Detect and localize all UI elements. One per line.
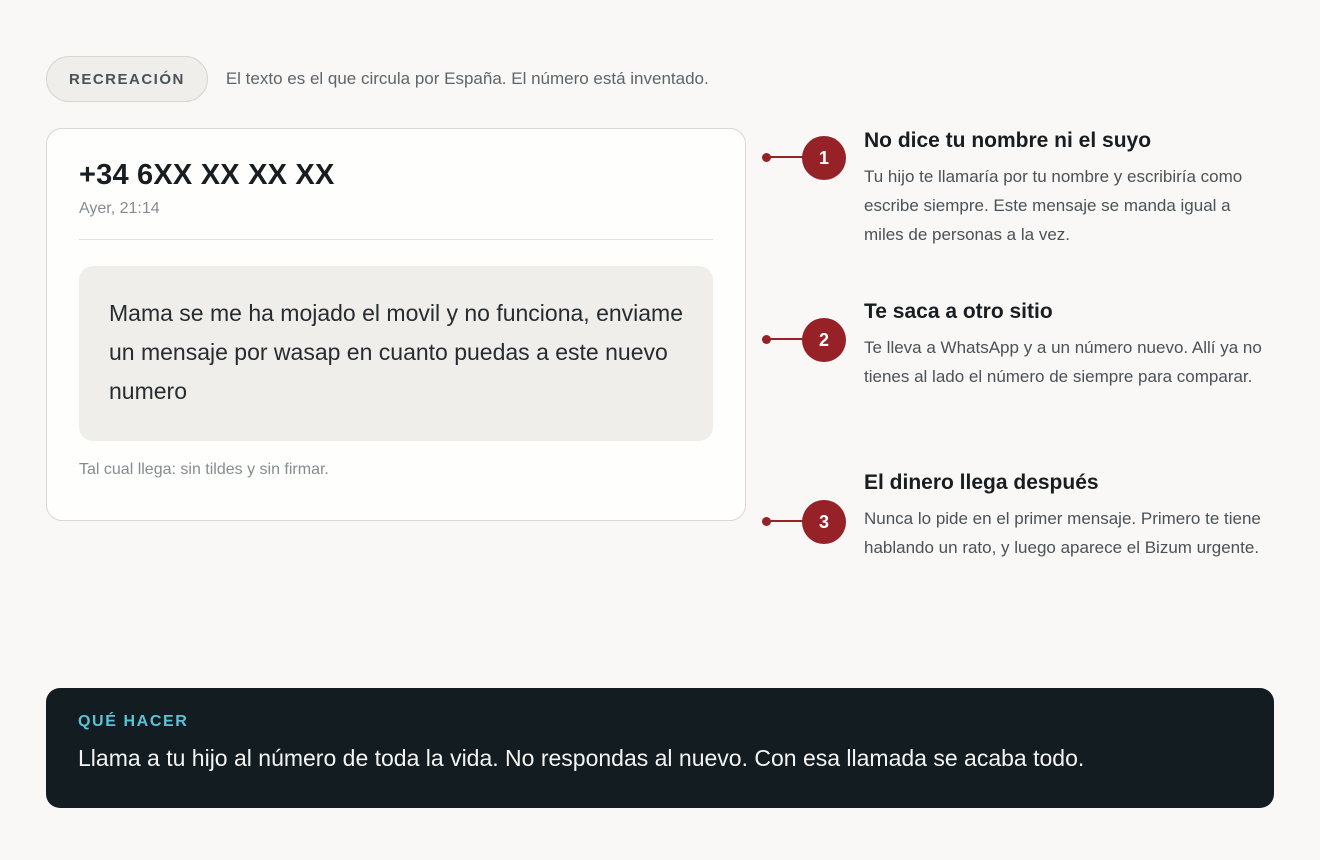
message-caption: Tal cual llega: sin tildes y sin firmar. <box>79 461 329 478</box>
annotation-title: El dinero llega después <box>864 471 1099 494</box>
connector-line <box>768 156 806 158</box>
connector-line <box>768 338 806 340</box>
annotation-text <box>864 471 1274 562</box>
annotation-number: 2 <box>802 318 846 362</box>
what-to-do-label: QUÉ HACER <box>78 713 189 730</box>
connector-line <box>768 520 806 522</box>
annotation-title: No dice tu nombre ni el suyo <box>864 129 1152 152</box>
sender-number: +34 6XX XX XX XX <box>79 159 335 191</box>
recreation-badge: RECREACIÓN <box>46 56 208 102</box>
message-bubble: Mama se me ha mojado el movil y no funciona, enviame un mensaje por wasap en cuanto puedas a este nuevo numero <box>79 266 713 441</box>
annotation-body: Nunca lo pide en el primer mensaje. Primero te tiene hablando un rato, y luego aparece el Bizum urgente. <box>864 509 1261 557</box>
what-to-do-text: Llama a tu hijo al número de toda la vida. No respondas al nuevo. Con esa llamada se acaba todo. <box>78 745 1085 771</box>
what-to-do-box <box>46 688 1274 808</box>
annotation-body: Tu hijo te llamaría por tu nombre y escribiría como escribe siempre. Este mensaje se manda igual a miles de personas a la vez. <box>864 167 1243 244</box>
message-card <box>46 128 746 521</box>
message-time: Ayer, 21:14 <box>79 200 160 217</box>
annotation-number: 1 <box>802 136 846 180</box>
annotation-text <box>864 300 1274 391</box>
annotation-text <box>864 129 1274 249</box>
annotation-title: Te saca a otro sitio <box>864 300 1053 323</box>
annotation-number: 3 <box>802 500 846 544</box>
card-divider <box>79 239 713 240</box>
header-row <box>46 56 709 102</box>
annotation-body: Te lleva a WhatsApp y a un número nuevo. Allí ya no tienes al lado el número de siempre para comparar. <box>864 338 1262 386</box>
header-note: El texto es el que circula por España. El número está inventado. <box>225 69 709 88</box>
